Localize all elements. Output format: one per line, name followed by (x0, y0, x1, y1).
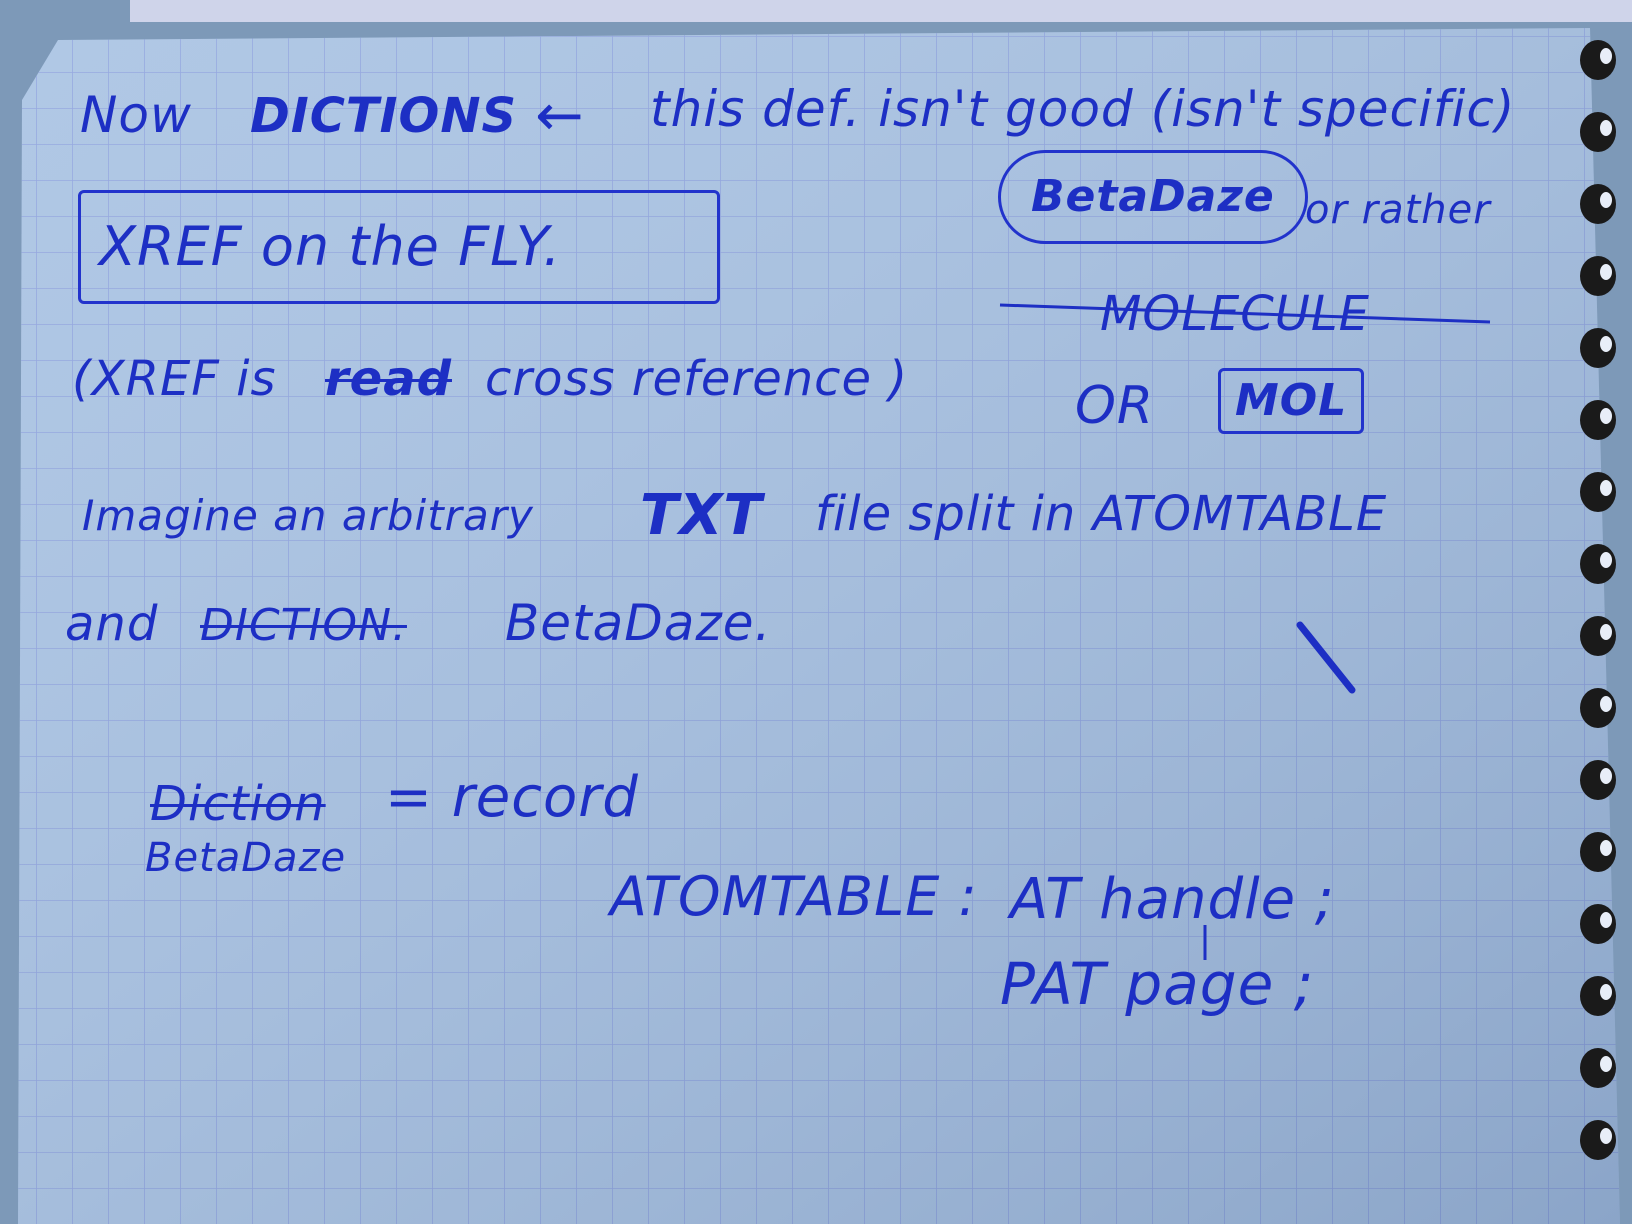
xref-note-open: (XREF is (72, 351, 277, 407)
xref-note-rest: cross reference ) (485, 351, 909, 407)
spiral-ring-highlight (1600, 552, 1612, 568)
heading-comment: this def. isn't good (isn't specific) (650, 80, 1516, 138)
heading-arrow: ← (535, 81, 585, 149)
spiral-ring-highlight (1600, 120, 1612, 136)
heading-prefix: Now (80, 86, 192, 144)
spiral-ring-highlight (1600, 336, 1612, 352)
spiral-ring-highlight (1600, 48, 1612, 64)
spiral-ring-highlight (1600, 912, 1612, 928)
spiral-ring-highlight (1600, 408, 1612, 424)
spiral-ring-highlight (1600, 480, 1612, 496)
spiral-ring-highlight (1600, 264, 1612, 280)
betadaze-oval: BetaDaze (998, 150, 1308, 244)
diction-struck: Diction (150, 776, 326, 832)
pat-page: PAT page ; (1000, 950, 1315, 1018)
xref-on-the-fly-box: XREF on the FLY. (78, 190, 720, 304)
or-word: OR (1075, 376, 1155, 436)
or-rather-text: or rather (1305, 187, 1491, 233)
imagine-txt-bold: TXT (640, 483, 763, 548)
imagine-text: Imagine an arbitrary (82, 491, 534, 540)
mol-box: MOL (1218, 368, 1364, 434)
spiral-ring-highlight (1600, 624, 1612, 640)
spiral-ring-highlight (1600, 1056, 1612, 1072)
back-page-edge (130, 0, 1632, 22)
spiral-ring-highlight (1600, 840, 1612, 856)
atomtable-label: ATOMTABLE : (610, 865, 978, 928)
spiral-ring-highlight (1600, 984, 1612, 1000)
diction-struck-upper: DICTION. (200, 600, 407, 651)
spiral-ring-highlight (1600, 1128, 1612, 1144)
heading-dictions: DICTIONS (250, 88, 518, 144)
spiral-ring-highlight (1600, 768, 1612, 784)
equals-record: = record (385, 765, 639, 830)
xref-note-read-struck: read (325, 351, 452, 407)
betadaze-replacement: BetaDaze. (505, 594, 772, 652)
and-word: and (65, 596, 159, 652)
betadaze-small: BetaDaze (145, 835, 347, 881)
at-handle: AT handle ; (1010, 867, 1335, 932)
imagine-rest: file split in ATOMTABLE (815, 486, 1388, 542)
spiral-ring-highlight (1600, 696, 1612, 712)
molecule-struck: MOLECULE (1100, 286, 1370, 342)
spiral-ring-highlight (1600, 192, 1612, 208)
